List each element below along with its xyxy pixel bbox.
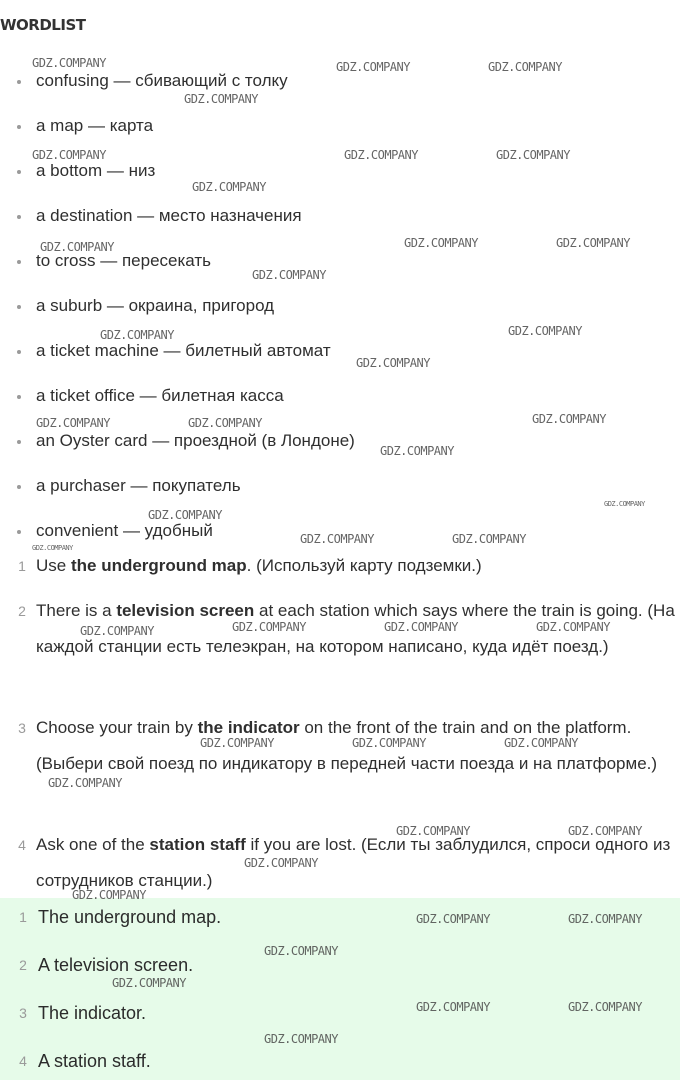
item-text-pre: Ask one of the <box>36 835 150 854</box>
watermark: GDZ.COMPANY <box>80 624 154 638</box>
watermark: GDZ.COMPANY <box>244 856 318 870</box>
answer-number: 1 <box>19 909 27 925</box>
watermark: GDZ.COMPANY <box>452 532 526 546</box>
watermark: GDZ.COMPANY <box>336 60 410 74</box>
answer-item <box>19 1050 151 1072</box>
watermark: GDZ.COMPANY <box>32 56 106 70</box>
wordlist-item: an Oyster card — проездной (в Лондоне) <box>36 431 355 450</box>
watermark: GDZ.COMPANY <box>404 236 478 250</box>
answer-text: A station staff. <box>38 1051 151 1071</box>
watermark: GDZ.COMPANY <box>488 60 562 74</box>
watermark: GDZ.COMPANY <box>264 944 338 958</box>
watermark: GDZ.COMPANY <box>396 824 470 838</box>
item-text-pre: Use <box>36 556 71 575</box>
watermark: GDZ.COMPANY <box>32 148 106 162</box>
answer-number: 3 <box>19 1005 27 1021</box>
item-number: 3 <box>18 720 26 736</box>
watermark: GDZ.COMPANY <box>604 500 645 508</box>
watermark: GDZ.COMPANY <box>300 532 374 546</box>
watermark: GDZ.COMPANY <box>504 736 578 750</box>
watermark: GDZ.COMPANY <box>192 180 266 194</box>
watermark: GDZ.COMPANY <box>40 240 114 254</box>
item-number: 4 <box>18 837 26 853</box>
watermark: GDZ.COMPANY <box>48 776 122 790</box>
wordlist-item: convenient — удобный <box>36 521 213 540</box>
watermark: GDZ.COMPANY <box>536 620 610 634</box>
item-text-post: at each station which says where the train is going. (На каждой станции есть телеэкран, на котором написано, куда идёт поезд.) <box>36 601 675 656</box>
watermark: GDZ.COMPANY <box>496 148 570 162</box>
watermark: GDZ.COMPANY <box>556 236 630 250</box>
item-number: 2 <box>18 603 26 619</box>
answer-number: 2 <box>19 957 27 973</box>
item-text-post: if you are lost. (Если ты заблудился, спроси одного из сотрудников станции.) <box>36 835 671 890</box>
wordlist-item: a bottom — низ <box>36 161 156 180</box>
watermark: GDZ.COMPANY <box>356 356 430 370</box>
watermark: GDZ.COMPANY <box>532 412 606 426</box>
numbered-item <box>18 710 680 782</box>
item-text-bold: station staff <box>149 835 246 854</box>
answer-number: 4 <box>19 1053 27 1069</box>
numbered-item <box>18 827 680 899</box>
watermark: GDZ.COMPANY <box>568 912 642 926</box>
item-text-bold: the underground map <box>70 556 247 575</box>
wordlist-item: a ticket machine — билетный автомат <box>36 341 331 360</box>
watermark: GDZ.COMPANY <box>416 912 490 926</box>
watermark: GDZ.COMPANY <box>200 736 274 750</box>
watermark: GDZ.COMPANY <box>148 508 222 522</box>
wordlist-item: a map — карта <box>36 116 154 135</box>
answer-item <box>19 1002 147 1024</box>
watermark: GDZ.COMPANY <box>264 1032 338 1046</box>
watermark: GDZ.COMPANY <box>32 544 73 552</box>
watermark: GDZ.COMPANY <box>380 444 454 458</box>
item-text-bold: television screen <box>116 601 255 620</box>
watermark: GDZ.COMPANY <box>184 92 258 106</box>
wordlist-item: a purchaser — покупатель <box>36 476 241 495</box>
watermark: GDZ.COMPANY <box>416 1000 490 1014</box>
answer-item <box>19 954 194 976</box>
page-heading: WORDLIST <box>0 16 86 34</box>
watermark: GDZ.COMPANY <box>252 268 326 282</box>
wordlist-item: confusing — сбивающий с толку <box>36 71 288 90</box>
watermark: GDZ.COMPANY <box>36 416 110 430</box>
watermark: GDZ.COMPANY <box>100 328 174 342</box>
watermark: GDZ.COMPANY <box>568 1000 642 1014</box>
item-text-pre: Choose your train by <box>36 718 198 737</box>
watermark: GDZ.COMPANY <box>352 736 426 750</box>
wordlist-item: a destination — место назначения <box>36 206 302 225</box>
item-text-post: . (Используй карту подземки.) <box>246 556 482 575</box>
watermark: GDZ.COMPANY <box>344 148 418 162</box>
numbered-item <box>18 593 680 665</box>
answer-text: The underground map. <box>38 907 222 927</box>
watermark: GDZ.COMPANY <box>568 824 642 838</box>
watermark: GDZ.COMPANY <box>112 976 186 990</box>
watermark: GDZ.COMPANY <box>508 324 582 338</box>
answer-text: A television screen. <box>38 955 194 975</box>
answers-panel <box>0 898 680 1080</box>
watermark: GDZ.COMPANY <box>384 620 458 634</box>
item-number: 1 <box>18 558 26 574</box>
item-text-bold: the indicator <box>197 718 300 737</box>
item-text-post: on the front of the train and on the platform. (Выбери свой поезд по индикатору в передней части поезда и на платформе.) <box>36 718 658 773</box>
item-text-pre: There is a <box>36 601 117 620</box>
answer-item <box>19 906 222 928</box>
answer-text: The indicator. <box>38 1003 147 1023</box>
watermark: GDZ.COMPANY <box>232 620 306 634</box>
watermark: GDZ.COMPANY <box>72 888 146 902</box>
wordlist-item: a suburb — окраина, пригород <box>36 296 275 315</box>
wordlist-item: a ticket office — билетная касса <box>36 386 284 405</box>
wordlist-item: to cross — пересекать <box>36 251 212 270</box>
watermark: GDZ.COMPANY <box>188 416 262 430</box>
